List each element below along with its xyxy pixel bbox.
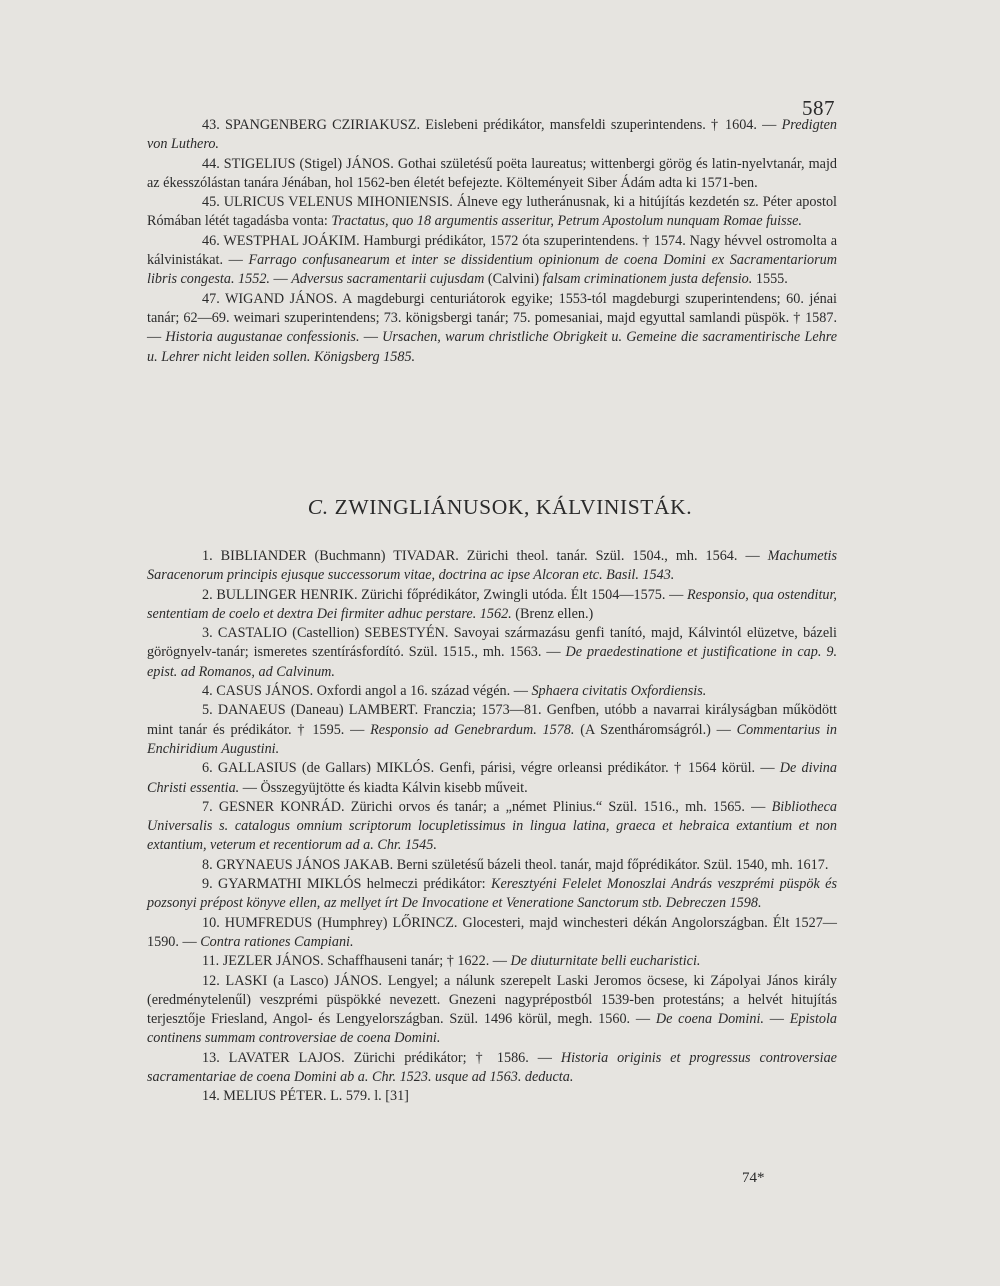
entry-title-italic: Responsio ad Genebrardum. 1578. bbox=[370, 721, 575, 738]
entry-text: 7. GESNER KONRÁD. Zürichi orvos és tanár; a „német Plinius.“ Szül. 1516., mh. 1565. — bbox=[202, 798, 772, 815]
entry-title-italic: Contra rationes Campiani. bbox=[200, 933, 354, 950]
entry-text: 45. ULRICUS VELENUS MIHONIENSIS. Álneve egy lutheránusnak, ki a hitújítás kezdetén sz. Péter apostol Rómában létét tagadásba vonta: bbox=[147, 194, 837, 230]
entry-title-italic: Tractatus, quo 18 argumentis asseritur, Petrum Apostolum nunquam Romae fuisse. bbox=[331, 213, 802, 230]
entry-text: — bbox=[359, 329, 383, 346]
bibliography-entry bbox=[147, 155, 837, 194]
entry-text: — bbox=[269, 271, 292, 288]
page-number: 587 bbox=[802, 96, 835, 120]
signature-mark: 74* bbox=[742, 1170, 765, 1186]
bibliography-entry bbox=[147, 914, 837, 953]
entry-text: (Brenz ellen.) bbox=[511, 605, 594, 622]
entry-text: (Calvini) bbox=[484, 271, 543, 288]
entry-title-italic: Sphaera civitatis Oxfordiensis. bbox=[531, 683, 707, 700]
entry-title-italic: falsam criminationem justa defensio. bbox=[542, 271, 753, 288]
entry-title-italic: De divina Christi essentia. bbox=[147, 760, 837, 796]
bibliography-entry bbox=[147, 290, 837, 367]
entry-text: 1555. bbox=[752, 271, 788, 288]
entry-text: 2. BULLINGER HENRIK. Zürichi főprédikátor, Zwingli utóda. Élt 1504—1575. — bbox=[202, 586, 687, 603]
section-heading-title: ZWINGLIÁNUSOK, KÁLVINISTÁK. bbox=[334, 495, 693, 519]
bibliography-entry bbox=[147, 586, 837, 625]
entry-title-italic: Machumetis Saracenorum principis ejusque successorum vitae, doctrina ac ipse Alcoran etc. Basil. 1543. bbox=[147, 548, 837, 584]
entry-text: 13. LAVATER LAJOS. Zürichi prédikátor; † 1586. — bbox=[202, 1049, 561, 1066]
bibliography-entry bbox=[147, 1049, 837, 1088]
entry-title-italic: Responsio, qua ostenditur, sententiam de coelo et dextra Dei firmiter adhuc perstare. 1562. bbox=[147, 586, 837, 622]
entry-text: 3. CASTALIO (Castellion) SEBESTYÉN. Savoyai származásu genfi tanító, majd, Kálvintól elüzetve, bázeli görögnyelv-tanár; ismeretes szentírásfordító. Szül. 1515., mh. 1563. — bbox=[147, 625, 837, 661]
entry-text: — bbox=[763, 1011, 790, 1028]
entry-title-italic: Commentarius in Enchiridium Augustini. bbox=[147, 721, 837, 757]
entry-text: 5. DANAEUS (Daneau) LAMBERT. Franczia; 1573—81. Genfben, utóbb a navarrai királyságban működött mint tanár és prédikátor. † 1595. — bbox=[147, 702, 837, 738]
entry-title-italic: Predigten von Luthero. bbox=[147, 117, 837, 153]
entry-title-italic: De diuturnitate belli eucharistici. bbox=[510, 953, 701, 970]
entry-text: 9. GYARMATHI MIKLÓS helmeczi prédikátor: bbox=[202, 876, 491, 893]
bibliography-entry bbox=[147, 875, 837, 914]
entry-text: 44. STIGELIUS (Stigel) JÁNOS. Gothai születésű poëta laureatus; wittenbergi görög és latin-nyelvtanár, majd az ékesszólástan tanára Jénában, hol 1562-ben életét befejezte. Költeményeit Siber Ádám adta ki 1571-ben. bbox=[147, 155, 837, 191]
entry-text: 43. SPANGENBERG CZIRIAKUSZ. Eislebeni prédikátor, mansfeldi szuperintendens. † 1604. — bbox=[202, 117, 782, 133]
bibliography-entry bbox=[147, 232, 837, 290]
entry-text: 1. BIBLIANDER (Buchmann) TIVADAR. Zürichi theol. tanár. Szül. 1504., mh. 1564. — bbox=[202, 548, 768, 564]
section-heading-letter: C. bbox=[307, 495, 329, 519]
bibliography-entry bbox=[147, 116, 837, 155]
entry-text: 12. LASKI (a Lasco) JÁNOS. Lengyel; a nálunk szerepelt Laski Jeromos öcsese, ki Zápolyai János király (eredménytelenűl) veszprémi püspökké nevezett. Gnezeni nagyprépostból 1539-ben protestáns; a helvét hitujítás terjesztője Friesland, Angol- és Lengyelországban. Szül. 1496 körül, megh. 1560. — bbox=[147, 972, 837, 1028]
bibliography-entry bbox=[147, 972, 837, 1049]
entry-title-italic: Historia originis et progressus controversiae sacramentariae de coena Domini ab a. Chr. 1523. usque ad 1563. deducta. bbox=[147, 1049, 837, 1086]
entry-title-italic: Farrago confusanearum et inter se dissidentium opinionum de coena Domini ex Sacramentariorum libris congesta. 1552. bbox=[147, 252, 837, 288]
entry-title-italic: Historia augustanae confessionis. bbox=[165, 329, 360, 346]
entry-text: — Összegyüjtötte és kiadta Kálvin kisebb műveit. bbox=[239, 779, 528, 796]
entry-text: 47. WIGAND JÁNOS. A magdeburgi centuriátorok egyike; 1553-tól magdeburgi szuperintendens; 60. jénai tanár; 62—69. weimari szuperintendens; 73. königsbergi tanár; 75. pomesaniai, majd egyuttal samlandi püspök. † 1587. — bbox=[147, 290, 837, 346]
bibliography-entry bbox=[147, 624, 837, 682]
entry-title-italic: Keresztyéni Felelet Monoszlai András veszprémi püspök és pozsonyi prépost könyve ellen, az mellyet írt De Invocatione et Veneratione Sanctorum stb. Debreczen 1598. bbox=[147, 876, 837, 912]
entry-title-italic: Adversus sacramentarii cujusdam bbox=[291, 271, 485, 288]
bibliography-entry bbox=[147, 701, 837, 759]
entry-title-italic: De coena Domini. bbox=[655, 1011, 764, 1028]
entry-text: 10. HUMFREDUS (Humphrey) LŐRINCZ. Glocesteri, majd winchesteri dékán Angolországban. Élt 1527—1590. — bbox=[147, 914, 837, 950]
bibliography-entry bbox=[147, 759, 837, 798]
bibliography-entry bbox=[147, 798, 837, 856]
bibliography-entry bbox=[147, 193, 837, 232]
bibliography-entry bbox=[147, 1087, 837, 1106]
entry-title-italic: Bibliotheca Universalis s. catalogus omnium scriptorum locupletissimus in lingua latina, graeca et hebraica extantium et non extantium, veterum et recentiorum ad a. Chr. 1545. bbox=[147, 798, 837, 854]
entry-title-italic: Epistola continens summam controversiae de coena Domini. bbox=[147, 1011, 838, 1047]
bibliography-entry bbox=[147, 547, 837, 586]
entry-text: 14. MELIUS PÉTER. L. 579. l. [31] bbox=[202, 1088, 409, 1105]
entry-text: 6. GALLASIUS (de Gallars) MIKLÓS. Genfi, párisi, végre orleansi prédikátor. † 1564 körül. — bbox=[202, 760, 780, 777]
entry-text: 8. GRYNAEUS JÁNOS JAKAB. Berni születésű bázeli theol. tanár, majd főprédikátor. Szül. 1540, mh. 1617. bbox=[202, 856, 829, 873]
bibliography-entry bbox=[147, 682, 837, 701]
bibliography-entry bbox=[147, 952, 837, 971]
entry-title-italic: Ursachen, warum christliche Obrigkeit u. Gemeine die sacramentirische Lehre u. Lehrer nicht leiden sollen. Königsberg 1585. bbox=[147, 329, 838, 365]
entry-text: 11. JEZLER JÁNOS. Schaffhauseni tanár; † 1622. — bbox=[202, 953, 511, 970]
section-c-entries bbox=[147, 547, 837, 1107]
bibliography-entry bbox=[147, 856, 837, 875]
entry-title-italic: De praedestinatione et justificatione in cap. 9. epist. ad Romanos, ad Calvinum. bbox=[147, 644, 837, 680]
entry-text: (A Szentháromságról.) — bbox=[574, 721, 737, 738]
entry-text: 46. WESTPHAL JOÁKIM. Hamburgi prédikátor, 1572 óta szuperintendens. † 1574. Nagy hévvel ostromolta a kálvinistákat. — bbox=[147, 232, 837, 269]
section-b-entries bbox=[147, 116, 837, 367]
section-heading bbox=[0, 495, 1000, 520]
entry-text: 4. CASUS JÁNOS. Oxfordi angol a 16. század végén. — bbox=[202, 683, 532, 700]
